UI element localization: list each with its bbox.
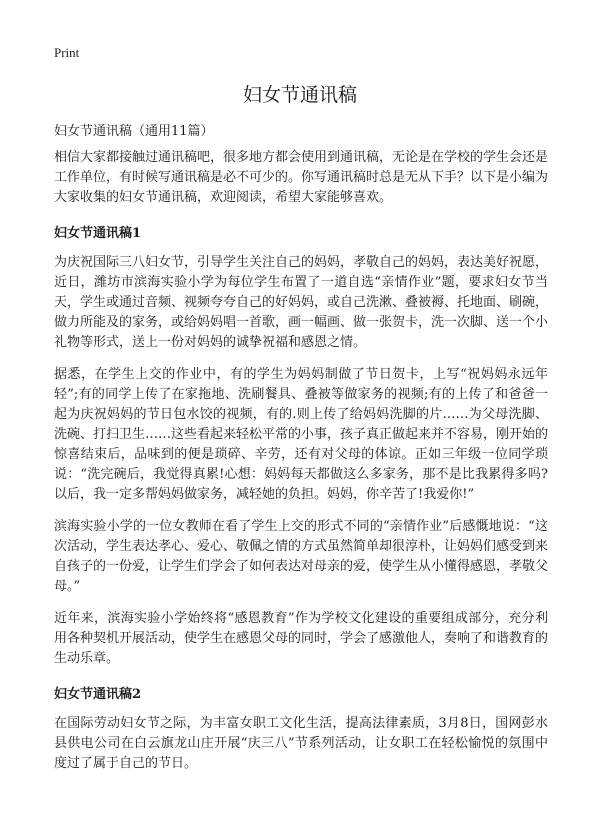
section-heading-2: 妇女节通讯稿2 bbox=[54, 687, 142, 702]
print-link[interactable]: Print bbox=[54, 45, 80, 60]
section-1-paragraph: 据悉，在学生上交的作业中，有的学生为妈妈制做了节日贺卡，上写“祝妈妈永远年轻”;有的同学上传了在家拖地、洗刷餐具、叠被等做家务的视频;有的上传了和爸爸一起为庆祝妈妈的节日包水饺的视频，有的.则上传了给妈妈洗脚的片……为父母洗脚、洗碗、打扫卫生……这些看起来轻松平常的小事，孩子真正做起来并不容易，刚开始的惊喜结束后，品味到的便是琐碎、辛劳，还有对父母的体谅。正如三年级一位同学琐说：“洗完碗后，我觉得真累!心想：妈妈每天都做这么多家务，那不是比我累得多吗?以后，我一定多帮妈妈做家务，减轻她的负担。妈妈，你辛苦了!我爱你!” bbox=[54, 367, 549, 502]
intro-paragraph: 相信大家都接触过通讯稿吧，很多地方都会使用到通讯稿，无论是在学校的学生会还是工作单位，有时候写通讯稿是必不可少的。你写通讯稿时总是无从下手？以下是小编为大家收集的妇女节通讯稿，欢迎阅读，希望大家能够喜欢。 bbox=[54, 150, 549, 205]
document-body bbox=[54, 148, 548, 786]
section-1-paragraph: 为庆祝国际三八妇女节，引导学生关注自己的妈妈，孝敬自己的妈妈，表达美好祝愿，近日，潍坊市滨海实验小学为每位学生布置了一道自选“亲情作业”题，要求妇女节当天，学生或通过音频、视频夸夸自己的好妈妈，或自己洗漱、叠被褥、托地面、刷碗，做力所能及的家务，或给妈妈唱一首歌，画一幅画、做一张贺卡，洗一次脚、送一个小礼物等形式，送上一份对妈妈的诚挚祝福和感恩之情。 bbox=[54, 255, 549, 350]
section-heading-1: 妇女节通讯稿1 bbox=[54, 226, 142, 241]
document-subtitle: 妇女节通讯稿（通用11篇） bbox=[54, 124, 214, 139]
section-1-paragraph: 滨海实验小学的一位女教师在看了学生上交的形式不同的“亲情作业”后感慨地说：“这次活动，学生表达孝心、爱心、敬佩之情的方式虽然简单却很淳朴，让妈妈们感受到来自孩子的一份爱，让学生们学会了如何表达对母亲的爱，使学生从小懂得感恩，孝敬父母。” bbox=[54, 519, 549, 594]
section-1-paragraph: 近年来，滨海实验小学始终将“感恩教育”作为学校文化建设的重要组成部分，充分利用各种契机开展活动，使学生在感恩父母的同时，学会了感激他人，奏响了和谐教育的生动乐章。 bbox=[54, 611, 549, 666]
page-title: 妇女节通讯稿 bbox=[242, 84, 357, 106]
section-2-paragraph: 在国际劳动妇女节之际，为丰富女职工文化生活，提高法律素质，3月8日，国网彭水县供电公司在白云旗龙山庄开展“庆三八”节系列活动，让女职工在轻松愉悦的氛围中度过了属于自己的节日。 bbox=[54, 716, 548, 771]
